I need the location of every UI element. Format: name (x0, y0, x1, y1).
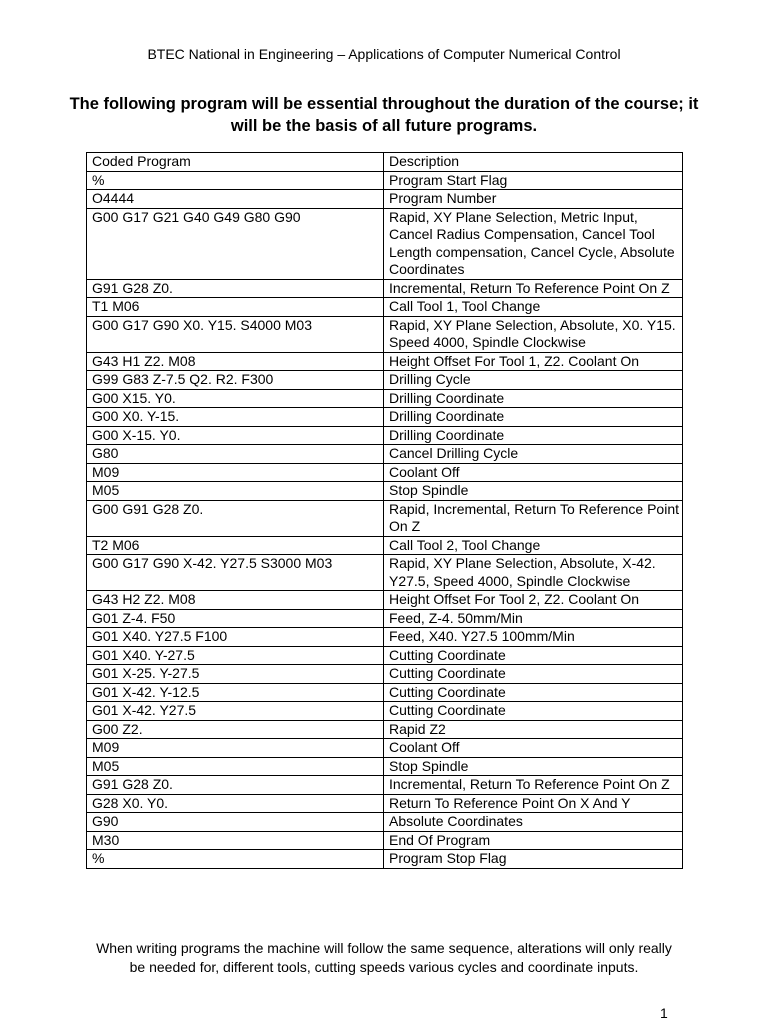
table-row (87, 813, 683, 832)
coded-program-cell: M09 (87, 463, 384, 482)
description-cell: Cutting Coordinate (384, 646, 683, 665)
coded-program-cell: G99 G83 Z-7.5 Q2. R2. F300 (87, 371, 384, 390)
table-row (87, 482, 683, 501)
table-row (87, 757, 683, 776)
description-cell: Coolant Off (384, 463, 683, 482)
table-row (87, 171, 683, 190)
coded-program-cell: M05 (87, 757, 384, 776)
page-heading: The following program will be essential throughout the duration of the course; it will be the basis of all future programs. (69, 95, 699, 135)
coded-program-cell: % (87, 850, 384, 869)
table-row (87, 279, 683, 298)
coded-program-cell: M05 (87, 482, 384, 501)
cnc-program-table (86, 152, 683, 869)
page-header: BTEC National in Engineering – Applications of Computer Numerical Control (147, 46, 621, 62)
description-cell: Cutting Coordinate (384, 683, 683, 702)
table-row (87, 408, 683, 427)
table-row (87, 702, 683, 721)
table-row (87, 591, 683, 610)
description-cell: Coolant Off (384, 739, 683, 758)
coded-program-cell: G91 G28 Z0. (87, 279, 384, 298)
coded-program-cell: G91 G28 Z0. (87, 776, 384, 795)
table-row (87, 831, 683, 850)
coded-program-cell: G01 X40. Y27.5 F100 (87, 628, 384, 647)
coded-program-cell: G90 (87, 813, 384, 832)
coded-program-cell: O4444 (87, 190, 384, 209)
table-row (87, 298, 683, 317)
coded-program-cell: G01 X-42. Y27.5 (87, 702, 384, 721)
description-cell: Rapid, Incremental, Return To Reference Point On Z (384, 500, 683, 536)
coded-program-cell: G43 H2 Z2. M08 (87, 591, 384, 610)
description-cell: Return To Reference Point On X And Y (384, 794, 683, 813)
description-cell: Incremental, Return To Reference Point On Z (384, 776, 683, 795)
description-cell: Drilling Coordinate (384, 389, 683, 408)
table-row (87, 720, 683, 739)
description-cell: Rapid, XY Plane Selection, Metric Input, Cancel Radius Compensation, Cancel Tool Length compensation, Cancel Cycle, Absolute Coordinates (384, 208, 683, 279)
description-cell: Program Start Flag (384, 171, 683, 190)
description-cell: Feed, Z-4. 50mm/Min (384, 609, 683, 628)
description-cell: Drilling Coordinate (384, 426, 683, 445)
table-row (87, 445, 683, 464)
description-cell: Rapid, XY Plane Selection, Absolute, X0. Y15. Speed 4000, Spindle Clockwise (384, 316, 683, 352)
column-header-description: Description (384, 153, 683, 172)
column-header-coded-program: Coded Program (87, 153, 384, 172)
table-row (87, 500, 683, 536)
description-cell: Stop Spindle (384, 482, 683, 501)
coded-program-cell: G00 X15. Y0. (87, 389, 384, 408)
description-cell: Feed, X40. Y27.5 100mm/Min (384, 628, 683, 647)
coded-program-cell: G00 G17 G90 X-42. Y27.5 S3000 M03 (87, 555, 384, 591)
table-row (87, 190, 683, 209)
description-cell: Program Stop Flag (384, 850, 683, 869)
table-row (87, 352, 683, 371)
description-cell: Height Offset For Tool 2, Z2. Coolant On (384, 591, 683, 610)
coded-program-cell: G28 X0. Y0. (87, 794, 384, 813)
table-row (87, 628, 683, 647)
description-cell: Rapid, XY Plane Selection, Absolute, X-42. Y27.5, Speed 4000, Spindle Clockwise (384, 555, 683, 591)
description-cell: Call Tool 2, Tool Change (384, 536, 683, 555)
table-row (87, 463, 683, 482)
description-cell: Cutting Coordinate (384, 702, 683, 721)
description-cell: Drilling Cycle (384, 371, 683, 390)
coded-program-cell: M09 (87, 739, 384, 758)
coded-program-cell: G01 Z-4. F50 (87, 609, 384, 628)
table-row (87, 316, 683, 352)
table-header-row (87, 153, 683, 172)
coded-program-cell: T1 M06 (87, 298, 384, 317)
table-row (87, 850, 683, 869)
description-cell: Cutting Coordinate (384, 665, 683, 684)
table-row (87, 665, 683, 684)
table-row (87, 683, 683, 702)
description-cell: Cancel Drilling Cycle (384, 445, 683, 464)
table-row (87, 739, 683, 758)
description-cell: End Of Program (384, 831, 683, 850)
table-row (87, 536, 683, 555)
coded-program-cell: G00 X-15. Y0. (87, 426, 384, 445)
description-cell: Absolute Coordinates (384, 813, 683, 832)
table-row (87, 208, 683, 279)
table-body (87, 153, 683, 869)
coded-program-cell: G00 G91 G28 Z0. (87, 500, 384, 536)
table-row (87, 646, 683, 665)
coded-program-cell: G00 X0. Y-15. (87, 408, 384, 427)
coded-program-cell: G01 X-42. Y-12.5 (87, 683, 384, 702)
table-row (87, 555, 683, 591)
description-cell: Stop Spindle (384, 757, 683, 776)
coded-program-cell: G43 H1 Z2. M08 (87, 352, 384, 371)
description-cell: Drilling Coordinate (384, 408, 683, 427)
table-row (87, 609, 683, 628)
table-row (87, 794, 683, 813)
coded-program-cell: G00 G17 G21 G40 G49 G80 G90 (87, 208, 384, 279)
coded-program-cell: G00 G17 G90 X0. Y15. S4000 M03 (87, 316, 384, 352)
table-row (87, 371, 683, 390)
description-cell: Program Number (384, 190, 683, 209)
footer-note: When writing programs the machine will follow the same sequence, alterations will only really be needed for, different tools, cutting speeds various cycles and coordinate inputs. (96, 940, 672, 975)
coded-program-cell: T2 M06 (87, 536, 384, 555)
description-cell: Call Tool 1, Tool Change (384, 298, 683, 317)
table-row (87, 776, 683, 795)
description-cell: Height Offset For Tool 1, Z2. Coolant On (384, 352, 683, 371)
page-number: 1 (660, 1005, 668, 1021)
coded-program-cell: G80 (87, 445, 384, 464)
table-row (87, 389, 683, 408)
coded-program-cell: G01 X-25. Y-27.5 (87, 665, 384, 684)
coded-program-cell: M30 (87, 831, 384, 850)
coded-program-cell: G01 X40. Y-27.5 (87, 646, 384, 665)
table-row (87, 426, 683, 445)
description-cell: Incremental, Return To Reference Point On Z (384, 279, 683, 298)
coded-program-cell: % (87, 171, 384, 190)
coded-program-cell: G00 Z2. (87, 720, 384, 739)
description-cell: Rapid Z2 (384, 720, 683, 739)
